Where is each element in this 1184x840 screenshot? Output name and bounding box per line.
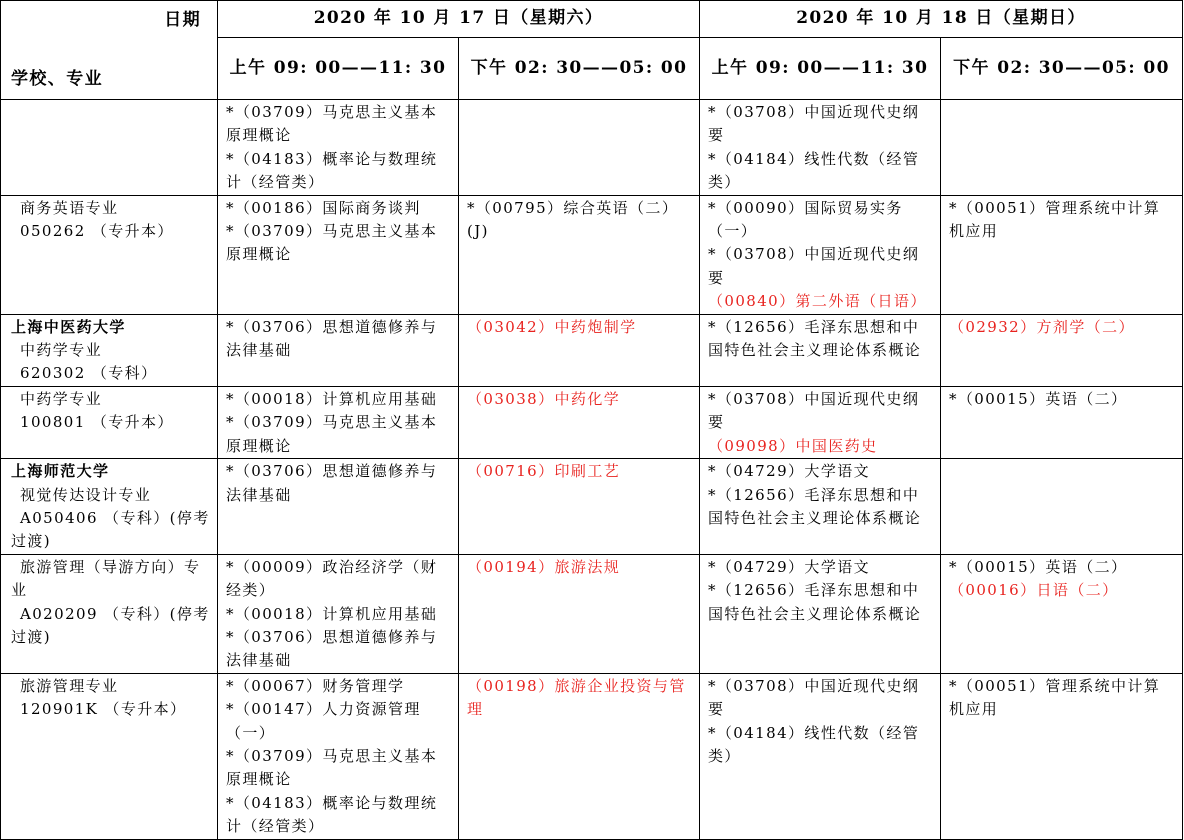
exam-subject: （00194）旅游法规 (467, 557, 621, 576)
exam-subject: *（03708）中国近现代史纲要 (708, 676, 920, 719)
exam-subject: （00198）旅游企业投资与管理 (467, 676, 686, 719)
major-code: 620302 （专科） (20, 364, 158, 383)
school-name: 上海中医药大学 (11, 317, 126, 336)
table-row (1, 554, 1183, 673)
exam-slot-cell (700, 314, 941, 386)
exam-subject: *（04183）概率论与数理统计（经管类） (226, 149, 438, 192)
exam-subject: *（00186）国际商务谈判 (226, 198, 421, 217)
exam-slot-cell (459, 459, 700, 555)
exam-subject: （02932）方剂学（二） (949, 317, 1135, 336)
school-major-cell (1, 195, 218, 314)
exam-slot-cell (700, 459, 941, 555)
exam-subject: *（03708）中国近现代史纲要 (708, 103, 920, 145)
table-row (1, 459, 1183, 555)
exam-subject: *（00009）政治经济学（财经类） (226, 557, 438, 600)
exam-subject: *（12656）毛泽东思想和中国特色社会主义理论体系概论 (708, 317, 922, 360)
exam-slot-cell (941, 386, 1183, 458)
exam-subject: *（00795）综合英语（二）(J) (467, 198, 679, 241)
exam-subject: *（04729）大学语文 (708, 557, 871, 576)
exam-slot-cell (218, 386, 459, 458)
exam-slot-cell (218, 554, 459, 673)
exam-subject: *（03709）马克思主义基本原理概论 (226, 746, 438, 789)
major-name: 中药学专业 (20, 341, 103, 360)
slot-header-sat-morning: 上午 09: 00——11: 30 (218, 37, 459, 99)
major-name: 商务英语专业 (20, 198, 119, 217)
exam-subject: *（03709）马克思主义基本原理概论 (226, 103, 438, 145)
exam-subject: *（04184）线性代数（经管类） (708, 149, 920, 192)
major-name: 视觉传达设计专业 (20, 485, 152, 504)
exam-subject: *（03706）思想道德修养与法律基础 (226, 462, 438, 504)
exam-slot-cell (459, 314, 700, 386)
exam-slot-cell (700, 673, 941, 839)
major-code: 100801 （专升本） (20, 413, 174, 432)
corner-header-cell (1, 1, 218, 100)
major-name: 旅游管理（导游方向）专业 (11, 557, 201, 600)
exam-slot-cell (459, 100, 700, 196)
exam-subject: *（03706）思想道德修养与法律基础 (226, 627, 438, 670)
exam-slot-cell (218, 673, 459, 839)
school-major-cell (1, 673, 218, 839)
exam-slot-cell (941, 554, 1183, 673)
exam-slot-cell (700, 100, 941, 196)
day-header-row (1, 1, 1183, 38)
exam-subject: *（03706）思想道德修养与法律基础 (226, 317, 438, 360)
exam-subject: *（04729）大学语文 (708, 462, 871, 481)
exam-slot-cell (459, 386, 700, 458)
table-row (1, 386, 1183, 458)
exam-subject: *（00015）英语（二） (949, 557, 1128, 576)
exam-subject: *（03708）中国近现代史纲要 (708, 245, 920, 287)
school-major-cell (1, 314, 218, 386)
major-name: 中药学专业 (20, 389, 103, 408)
exam-subject: （00716）印刷工艺 (467, 462, 621, 481)
major-name: 旅游管理专业 (20, 676, 119, 695)
exam-subject: *（00051）管理系统中计算机应用 (949, 676, 1161, 719)
exam-slot-cell (941, 100, 1183, 196)
major-code: A020209 （专科）(停考过渡) (11, 604, 210, 646)
table-row (1, 195, 1183, 314)
exam-slot-cell (218, 100, 459, 196)
exam-slot-cell (459, 195, 700, 314)
exam-subject: *（04184）线性代数（经管类） (708, 723, 920, 765)
exam-slot-cell (700, 554, 941, 673)
table-row (1, 673, 1183, 839)
school-major-cell (1, 554, 218, 673)
exam-subject: *（03709）马克思主义基本原理概论 (226, 222, 438, 264)
exam-subject: *（03709）马克思主义基本原理概论 (226, 413, 438, 455)
major-code: A050406 （专科）(停考过渡) (11, 508, 210, 551)
exam-subject: *（12656）毛泽东思想和中国特色社会主义理论体系概论 (708, 485, 922, 527)
school-major-header-label: 学校、专业 (11, 68, 103, 89)
exam-slot-cell (459, 554, 700, 673)
exam-subject: （00840）第二外语（日语） (708, 292, 927, 311)
exam-subject: *（00018）计算机应用基础 (226, 389, 438, 408)
exam-subject: （09098）中国医药史 (708, 436, 878, 455)
exam-subject: *（00051）管理系统中计算机应用 (949, 198, 1161, 241)
day-header-oct-18: 2020 年 10 月 18 日（星期日） (700, 1, 1183, 38)
slot-header-sun-afternoon: 下午 02: 30——05: 00 (941, 37, 1183, 99)
table-row (1, 314, 1183, 386)
exam-slot-cell (459, 673, 700, 839)
exam-subject: *（00018）计算机应用基础 (226, 604, 438, 623)
slot-header-sun-morning: 上午 09: 00——11: 30 (700, 37, 941, 99)
exam-slot-cell (218, 314, 459, 386)
exam-slot-cell (941, 673, 1183, 839)
exam-subject: *（12656）毛泽东思想和中国特色社会主义理论体系概论 (708, 581, 922, 623)
exam-subject: （03038）中药化学 (467, 389, 621, 408)
date-header-label: 日期 (164, 10, 201, 30)
major-code: 050262 （专升本） (20, 222, 174, 241)
exam-slot-cell (218, 195, 459, 314)
major-code: 120901K （专升本） (20, 700, 187, 719)
exam-subject: *（00067）财务管理学 (226, 676, 405, 695)
day-header-oct-17: 2020 年 10 月 17 日（星期六） (218, 1, 700, 38)
exam-slot-cell (700, 386, 941, 458)
exam-slot-cell (218, 459, 459, 555)
exam-slot-cell (941, 195, 1183, 314)
table-row (1, 100, 1183, 196)
slot-header-sat-afternoon: 下午 02: 30——05: 00 (459, 37, 700, 99)
school-major-cell (1, 459, 218, 555)
exam-subject: （03042）中药炮制学 (467, 317, 637, 336)
exam-subject: *（00015）英语（二） (949, 389, 1128, 408)
exam-subject: *（03708）中国近现代史纲要 (708, 389, 920, 432)
school-major-cell (1, 386, 218, 458)
school-name: 上海师范大学 (11, 462, 110, 481)
exam-subject: *（04183）概率论与数理统计（经管类） (226, 793, 438, 836)
exam-slot-cell (941, 314, 1183, 386)
exam-subject: *（00147）人力资源管理（一） (226, 700, 421, 742)
exam-subject: （00016）日语（二） (949, 581, 1119, 600)
exam-subject: *（00090）国际贸易实务（一） (708, 198, 903, 241)
exam-slot-cell (700, 195, 941, 314)
schedule-body (1, 100, 1183, 840)
exam-slot-cell (941, 459, 1183, 555)
school-major-cell (1, 100, 218, 196)
